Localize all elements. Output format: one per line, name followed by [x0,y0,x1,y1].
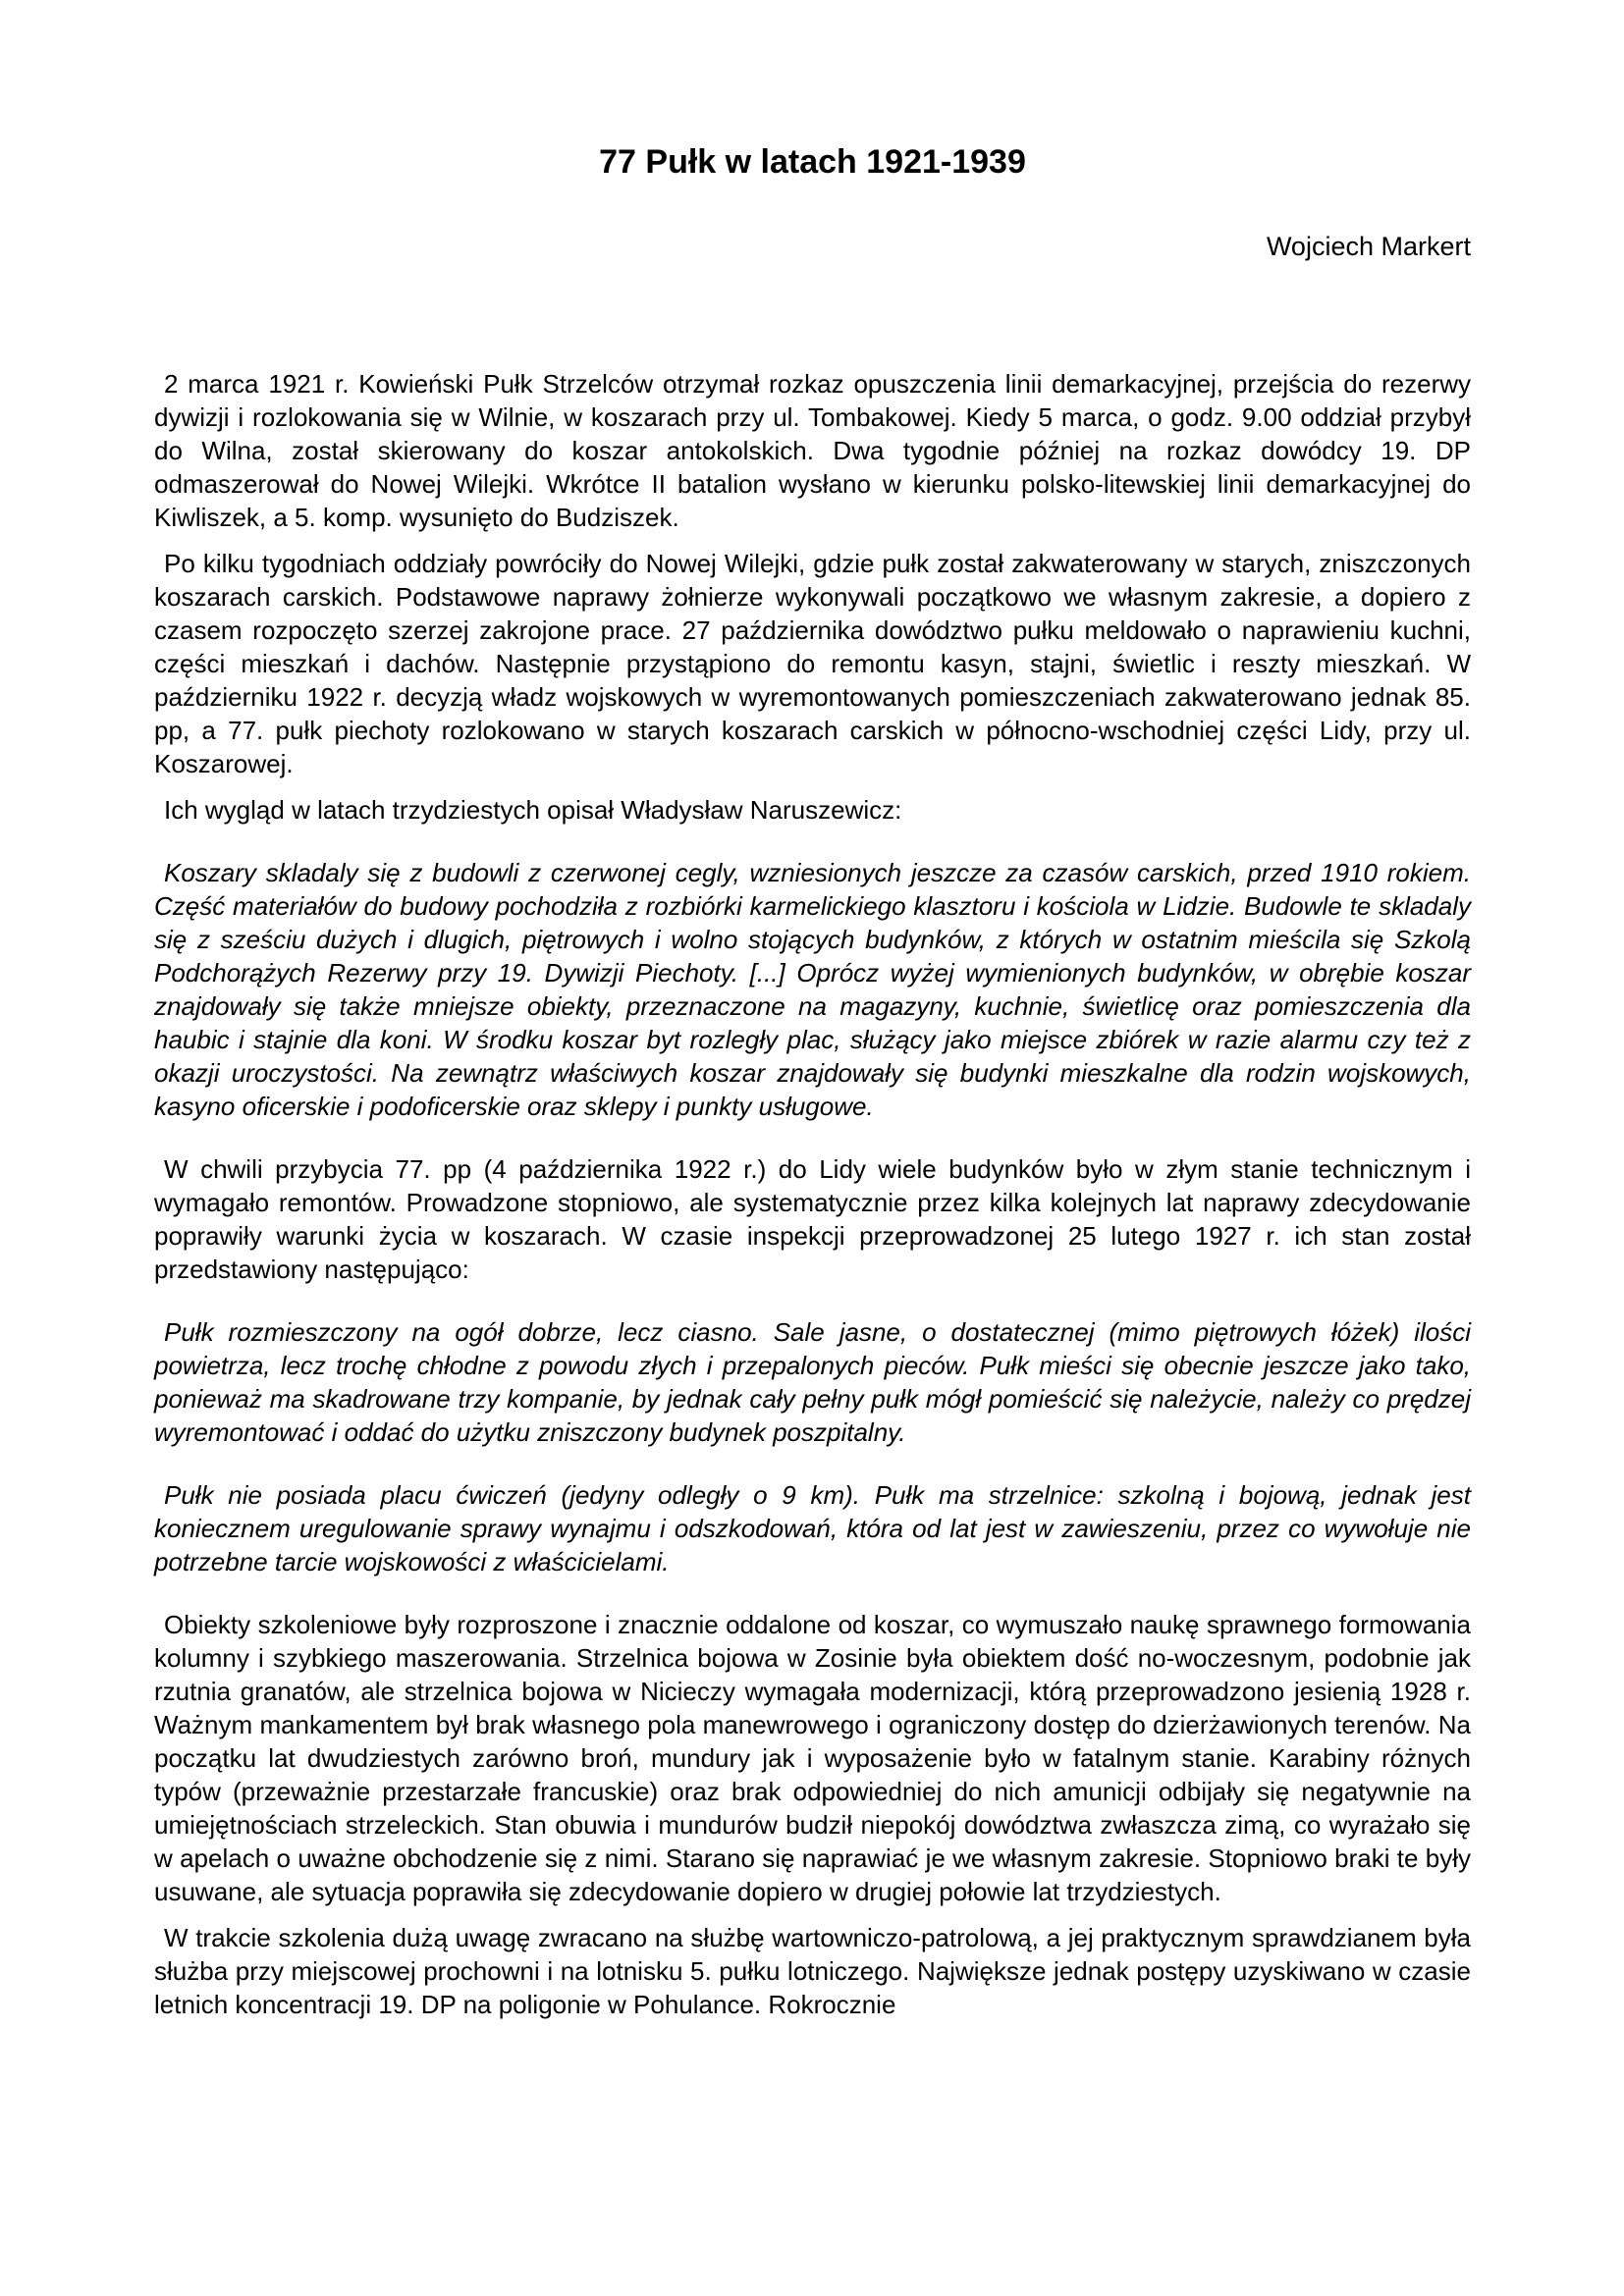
author-name: Wojciech Markert [1266,232,1471,261]
paragraph-6: W trakcie szkolenia dużą uwagę zwracano na służbę wartowniczo-patrolową, a jej praktycznym sprawdzianem była służba przy miejscowej prochowni i na lotnisku 5. pułku lotniczego. Największe jednak postępy uzyskiwano w czasie letnich koncentracji 19. DP na poligonie w Pohulance. Rokrocznie [154,1923,1471,2019]
paragraph-5: Obiekty szkoleniowe były rozproszone i znacznie oddalone od koszar, co wymuszało naukę sprawnego formowania kolumny i szybkiego maszerowania. Strzelnica bojowa w Zosinie była obiektem dość no-woczesnym, podobnie jak rzutnia granatów, ale strzelnica bojowa w Nicieczy wymagała modernizacji, którą przeprowadzono jesienią 1928 r. Ważnym mankamentem był brak własnego pola manewrowego i ograniczony dostęp do dzierżawionych terenów. Na początku lat dwudziestych zarówno broń, mundury jak i wyposażenie było w fatalnym stanie. Karabiny różnych typów (przeważnie przestarzałe francuskie) oraz brak odpowiedniej do nich amunicji odbijały się negatywnie na umiejętnościach strzeleckich. Stan obuwia i mundurów budził niepokój dowództwa zwłaszcza zimą, co wyrażało się w apelach o uważne obchodzenie się z nimi. Starano się naprawiać je we własnym zakresie. Stopniowo braki te były usuwane, ale sytuacja poprawiła się zdecydowanie dopiero w drugiej połowie lat trzydziestych. [154,1610,1471,1906]
paragraph-2: Po kilku tygodniach oddziały powróciły do Nowej Wilejki, gdzie pułk został zakwaterowany w starych, zniszczonych koszarach carskich. Podstawowe naprawy żołnierze wykonywali początkowo we własnym zakresie, a dopiero z czasem rozpoczęto szerzej zakrojone prace. 27 października dowództwo pułku meldowało o naprawieniu kuchni, części mieszkań i dachów. Następnie przystąpiono do remontu kasyn, stajni, świetlic i reszty mieszkań. W październiku 1922 r. decyzją władz wojskowych w wyremontowanych pomieszczeniach zakwaterowano jednak 85. pp, a 77. pułk piechoty rozlokowano w starych koszarach carskich w północno-wschodniej części Lidy, przy ul. Koszarowej. [154,549,1471,778]
quote-paragraph-2: Pułk rozmieszczony na ogół dobrze, lecz ciasno. Sale jasne, o dostatecznej (mimo piętrowych łóżek) ilości powietrza, lecz trochę chłodne z powodu złych i przepalonych pieców. Pułk mieści się obecnie jeszcze jako tako, ponieważ ma skadrowane trzy kompanie, by jednak cały pełny pułk mógł pomieścić się należycie, należy co prędzej wyremontować i oddać do użytku zniszczony budynek poszpitalny. [154,1317,1471,1447]
document-body [154,367,1471,2021]
paragraph-3-quote-intro: Ich wygląd w latach trzydziestych opisał Władysław Naruszewicz: [164,795,902,825]
document-title: 77 Pułk w latach 1921-1939 [599,143,1026,181]
quote-paragraph-1: Koszary skladaly się z budowli z czerwonej cegly, wzniesionych jeszcze za czasów carskich, przed 1910 rokiem. Część materiałów do budowy pochodziła z rozbiórki karmelickiego klasztoru i kościola w Lidzie. Budowle te skladaly się z sześciu dużych i dlugich, piętrowych i wolno stojących budynków, z których w ostatnim mieścila się Szkolą Podchorążych Rezerwy przy 19. Dywizji Piechoty. [...] Oprócz wyżej wymienionych budynków, w obrębie koszar znajdowały się także mniejsze obiekty, przeznaczone na magazyny, kuchnie, świetlicę oraz pomieszczenia dla haubic i stajnie dla koni. W środku koszar byt rozległy plac, służący jako miejsce zbiórek w razie alarmu czy też z okazji uroczystości. Na zewnątrz właściwych koszar znajdowały się budynki mieszkalne dla rodzin wojskowych, kasyno oficerskie i podoficerskie oraz sklepy i punkty usługowe. [154,858,1471,1121]
paragraph-4: W chwili przybycia 77. pp (4 października 1922 r.) do Lidy wiele budynków było w złym stanie technicznym i wymagało remontów. Prowadzone stopniowo, ale systematycznie przez kilka kolejnych lat naprawy zdecydowanie poprawiły warunki życia w koszarach. W czasie inspekcji przeprowadzonej 25 lutego 1927 r. ich stan został przedstawiony następująco: [154,1154,1471,1284]
paragraph-1: 2 marca 1921 r. Kowieński Pułk Strzelców otrzymał rozkaz opuszczenia linii demarkacyjnej, przejścia do rezerwy dywizji i rozlokowania się w Wilnie, w koszarach przy ul. Tombakowej. Kiedy 5 marca, o godz. 9.00 oddział przybył do Wilna, został skierowany do koszar antokolskich. Dwa tygodnie później na rozkaz dowódcy 19. DP odmaszerował do Nowej Wilejki. Wkrótce II batalion wysłano w kierunku polsko-litewskiej linii demarkacyjnej do Kiwliszek, a 5. komp. wysunięto do Budziszek. [154,369,1471,532]
quote-paragraph-3: Pułk nie posiada placu ćwiczeń (jedyny odległy o 9 km). Pułk ma strzelnice: szkolną i bojową, jednak jest koniecznem uregulowanie sprawy wynajmu i odszkodowań, która od lat jest w zawieszeniu, przez co wywołuje nie potrzebne tarcie wojskowości z właścicielami. [154,1480,1471,1576]
